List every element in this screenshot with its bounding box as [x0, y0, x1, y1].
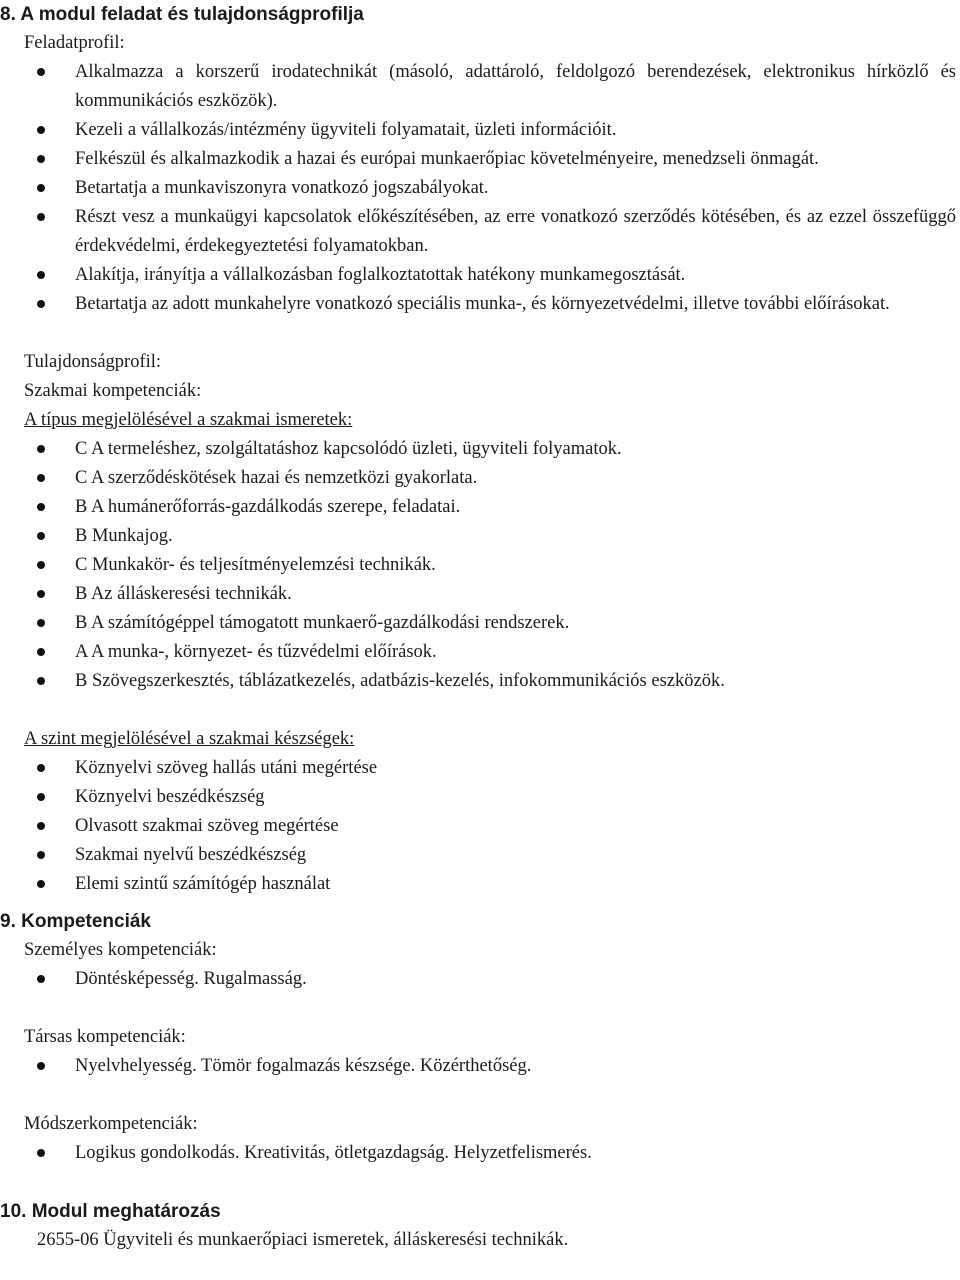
list-item	[0, 435, 960, 464]
list-item-text: Olvasott szakmai szöveg megértése	[75, 816, 339, 836]
property-profile-label: Tulajdonságprofil:	[24, 352, 162, 372]
list-item-text: C Munkakör- és teljesítményelemzési technikák.	[75, 555, 436, 575]
social-competencies-label: Társas kompetenciák:	[24, 1027, 186, 1047]
list-item-text: Köznyelvi beszédkészség	[75, 787, 265, 807]
list-item	[0, 493, 960, 522]
bullet-icon	[37, 213, 45, 221]
bullet-icon	[37, 851, 45, 859]
bullet-icon	[37, 126, 45, 134]
list-item-text: B A humánerőforrás-gazdálkodás szerepe, feladatai.	[75, 497, 461, 517]
section-8-heading: 8. A modul feladat és tulajdonságprofilja	[0, 4, 364, 25]
list-item-text: B Az álláskeresési technikák.	[75, 584, 292, 604]
list-item	[0, 870, 960, 899]
list-item-text: Elemi szintű számítógép használat	[75, 874, 331, 894]
list-item-text: A A munka-, környezet- és tűzvédelmi előírások.	[75, 642, 437, 662]
task-list	[0, 58, 960, 319]
bullet-icon	[37, 300, 45, 308]
bullet-icon	[37, 184, 45, 192]
list-item	[0, 290, 960, 319]
list-item	[0, 522, 960, 551]
list-item-text: Szakmai nyelvű beszédkészség	[75, 845, 307, 865]
list-item	[0, 145, 960, 174]
section-10-heading: 10. Modul meghatározás	[0, 1201, 221, 1222]
list-item-text: Betartatja a munkaviszonyra vonatkozó jogszabályokat.	[75, 178, 489, 198]
list-item	[0, 116, 960, 145]
bullet-icon	[37, 590, 45, 598]
list-item	[0, 174, 960, 203]
list-item-text: Nyelvhelyesség. Tömör fogalmazás készsége. Közérthetőség.	[75, 1056, 532, 1076]
module-definition: 2655-06 Ügyviteli és munkaerőpiaci ismeretek, álláskeresési technikák.	[37, 1230, 569, 1250]
list-item-text: Kezeli a vállalkozás/intézmény ügyviteli folyamatait, üzleti információit.	[75, 120, 617, 140]
list-item	[0, 638, 960, 667]
list-item-text: Felkészül és alkalmazkodik a hazai és európai munkaerőpiac követelményeire, menedzseli önmagát.	[75, 149, 819, 169]
section-9-heading: 9. Kompetenciák	[0, 911, 151, 932]
professional-competencies-label: Szakmai kompetenciák:	[24, 381, 202, 401]
list-item	[0, 261, 960, 290]
bullet-icon	[37, 822, 45, 830]
list-item	[0, 667, 960, 696]
task-profile-label: Feladatprofil:	[24, 33, 125, 53]
bullet-icon	[37, 648, 45, 656]
list-item-text: Döntésképesség. Rugalmasság.	[75, 969, 307, 989]
list-item-text: Köznyelvi szöveg hallás utáni megértése	[75, 758, 378, 778]
list-item	[0, 1139, 960, 1168]
personal-list	[0, 965, 960, 994]
method-list	[0, 1139, 960, 1168]
list-item	[0, 58, 960, 116]
bullet-icon	[37, 445, 45, 453]
list-item	[0, 841, 960, 870]
bullet-icon	[37, 764, 45, 772]
bullet-icon	[37, 619, 45, 627]
list-item-text: Részt vesz a munkaügyi kapcsolatok előkészítésében, az erre vonatkozó szerződés kötésében, és az ezzel összefüggő érdekvédelmi, érdekegyeztetési folyamatokban.	[75, 207, 956, 256]
list-item	[0, 1052, 960, 1081]
knowledge-list	[0, 435, 960, 696]
list-item	[0, 783, 960, 812]
list-item-text: Alakítja, irányítja a vállalkozásban foglalkoztatottak hatékony munkamegosztását.	[75, 265, 686, 285]
list-item-text: Betartatja az adott munkahelyre vonatkozó speciális munka-, és környezetvédelmi, illetve további előírásokat.	[75, 294, 890, 314]
list-item-text: B Munkajog.	[75, 526, 173, 546]
list-item-text: Alkalmazza a korszerű irodatechnikát (másoló, adattároló, feldolgozó berendezések, elektronikus hírközlő és kommunikációs eszközök).	[75, 62, 956, 111]
bullet-icon	[37, 880, 45, 888]
bullet-icon	[37, 68, 45, 76]
list-item-text: C A termeléshez, szolgáltatáshoz kapcsolódó üzleti, ügyviteli folyamatok.	[75, 439, 622, 459]
bullet-icon	[37, 503, 45, 511]
list-item	[0, 609, 960, 638]
list-item-text: Logikus gondolkodás. Kreativitás, ötletgazdagság. Helyzetfelismerés.	[75, 1143, 592, 1163]
list-item	[0, 812, 960, 841]
bullet-icon	[37, 271, 45, 279]
method-competencies-label: Módszerkompetenciák:	[24, 1114, 198, 1134]
list-item	[0, 551, 960, 580]
list-item-text: B A számítógéppel támogatott munkaerő-gazdálkodási rendszerek.	[75, 613, 570, 633]
personal-competencies-label: Személyes kompetenciák:	[24, 940, 217, 960]
bullet-icon	[37, 155, 45, 163]
bullet-icon	[37, 1149, 45, 1157]
bullet-icon	[37, 561, 45, 569]
knowledge-label: A típus megjelölésével a szakmai ismeretek:	[24, 410, 353, 430]
list-item	[0, 203, 960, 261]
bullet-icon	[37, 532, 45, 540]
skills-list	[0, 754, 960, 899]
list-item	[0, 965, 960, 994]
list-item	[0, 464, 960, 493]
social-list	[0, 1052, 960, 1081]
list-item	[0, 754, 960, 783]
bullet-icon	[37, 677, 45, 685]
bullet-icon	[37, 474, 45, 482]
list-item-text: C A szerződéskötések hazai és nemzetközi gyakorlata.	[75, 468, 478, 488]
bullet-icon	[37, 975, 45, 983]
list-item-text: B Szövegszerkesztés, táblázatkezelés, adatbázis-kezelés, infokommunikációs eszközök.	[75, 671, 725, 691]
bullet-icon	[37, 793, 45, 801]
bullet-icon	[37, 1062, 45, 1070]
list-item	[0, 580, 960, 609]
skills-label: A szint megjelölésével a szakmai készségek:	[24, 729, 355, 749]
